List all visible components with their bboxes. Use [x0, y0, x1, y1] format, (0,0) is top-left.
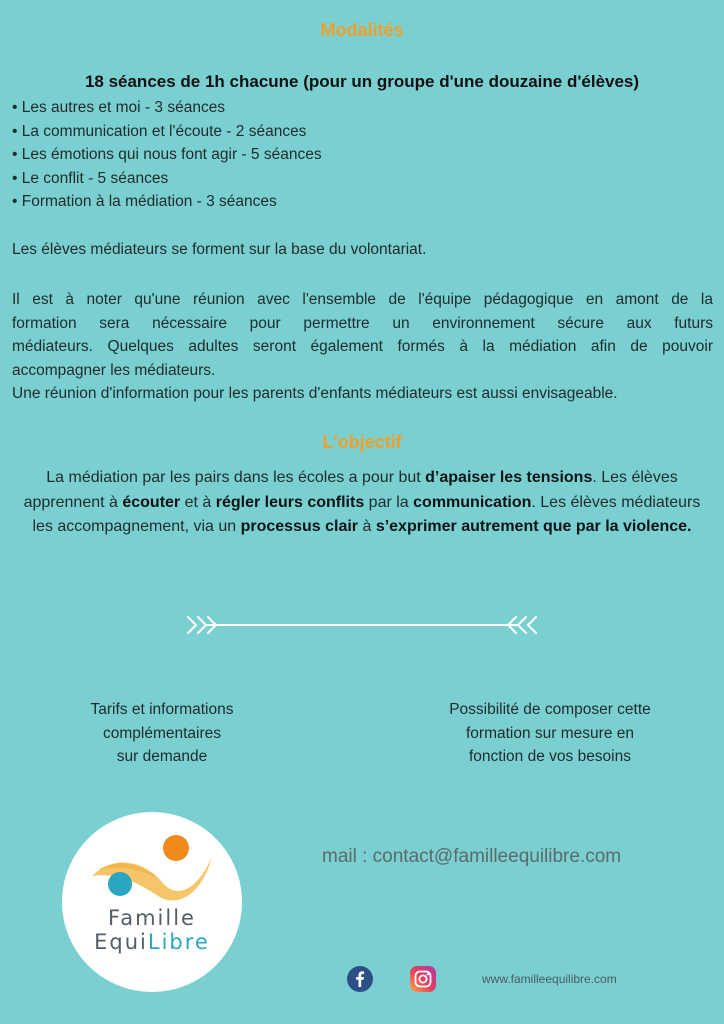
- text-span: par la: [364, 493, 414, 511]
- text-span: La médiation par les pairs dans les écoles a pour but: [46, 469, 426, 486]
- list-item: • Les émotions qui nous font agir - 5 séances: [12, 143, 322, 167]
- objectif-text: [16, 466, 708, 540]
- bold-span: d’apaiser les tensions: [425, 469, 593, 486]
- sessions-list: [12, 96, 322, 214]
- bold-span: s’exprimer autrement que par la violence.: [375, 518, 692, 535]
- paragraph-reunion: [12, 288, 713, 406]
- bold-span: régler leurs conflits: [215, 493, 365, 511]
- text-span: . Les élèves médiateurs les accompagnement, via un: [32, 493, 701, 535]
- logo-mark-icon: [62, 812, 242, 992]
- objectif-title: L'objectif: [322, 432, 402, 452]
- list-item: • Les autres et moi - 3 séances: [12, 96, 322, 120]
- info-line: Tarifs et informations: [90, 701, 234, 718]
- instagram-glyph: [410, 966, 436, 992]
- paragraph-line: accompagner les médiateurs.: [12, 361, 216, 379]
- contact-mail[interactable]: mail : contact@familleequilibre.com: [322, 846, 622, 867]
- info-tarifs: [62, 698, 262, 769]
- info-sur-mesure: [420, 698, 680, 769]
- paragraph-line: formation sera nécessaire pour permettre un environnement sécure aux futurs: [12, 314, 713, 332]
- info-line: complémentaires: [102, 724, 222, 742]
- paragraph-line: Il est à noter qu'une réunion avec l'ensemble de l'équipe pédagogique en amont de la: [12, 291, 713, 308]
- modalites-title: Modalités: [320, 20, 404, 40]
- bold-span: écouter: [122, 493, 181, 511]
- logo-wordmark: [62, 906, 242, 954]
- logo-part: Equi: [94, 930, 148, 954]
- info-line: Possibilité de composer cette: [449, 701, 651, 718]
- list-item: • Le conflit - 5 séances: [12, 167, 322, 191]
- paragraph-line: médiateurs. Quelques adultes seront également formés à la médiation afin de pouvoir: [12, 338, 713, 355]
- facebook-icon[interactable]: [347, 966, 373, 992]
- arrow-divider-icon: [186, 610, 538, 640]
- paragraph-line: Une réunion d'information pour les parents d'enfants médiateurs est aussi envisageable.: [12, 385, 618, 402]
- info-line: fonction de vos besoins: [469, 748, 631, 765]
- text-span: à: [358, 518, 376, 535]
- list-item: • La communication et l'écoute - 2 séances: [12, 120, 322, 144]
- info-line: formation sur mesure en: [466, 724, 634, 742]
- logo: [62, 812, 242, 992]
- paragraph-volontariat: Les élèves médiateurs se forment sur la base du volontariat.: [12, 241, 427, 258]
- facebook-glyph: [347, 966, 373, 992]
- bold-span: processus clair: [240, 518, 359, 535]
- website-link[interactable]: www.familleequilibre.com: [482, 972, 617, 986]
- text-span: et à: [180, 493, 216, 511]
- instagram-icon[interactable]: [410, 966, 436, 992]
- list-item: • Formation à la médiation - 3 séances: [12, 190, 322, 214]
- text-span: . Les élèves apprennent à: [23, 469, 678, 511]
- info-line: sur demande: [116, 748, 208, 765]
- logo-line: Famille: [108, 906, 196, 930]
- logo-line: [62, 930, 242, 954]
- bold-span: communication: [413, 493, 532, 511]
- logo-part-accent: Libre: [147, 930, 210, 954]
- sessions-heading: 18 séances de 1h chacune (pour un groupe d'une douzaine d'élèves): [84, 72, 640, 91]
